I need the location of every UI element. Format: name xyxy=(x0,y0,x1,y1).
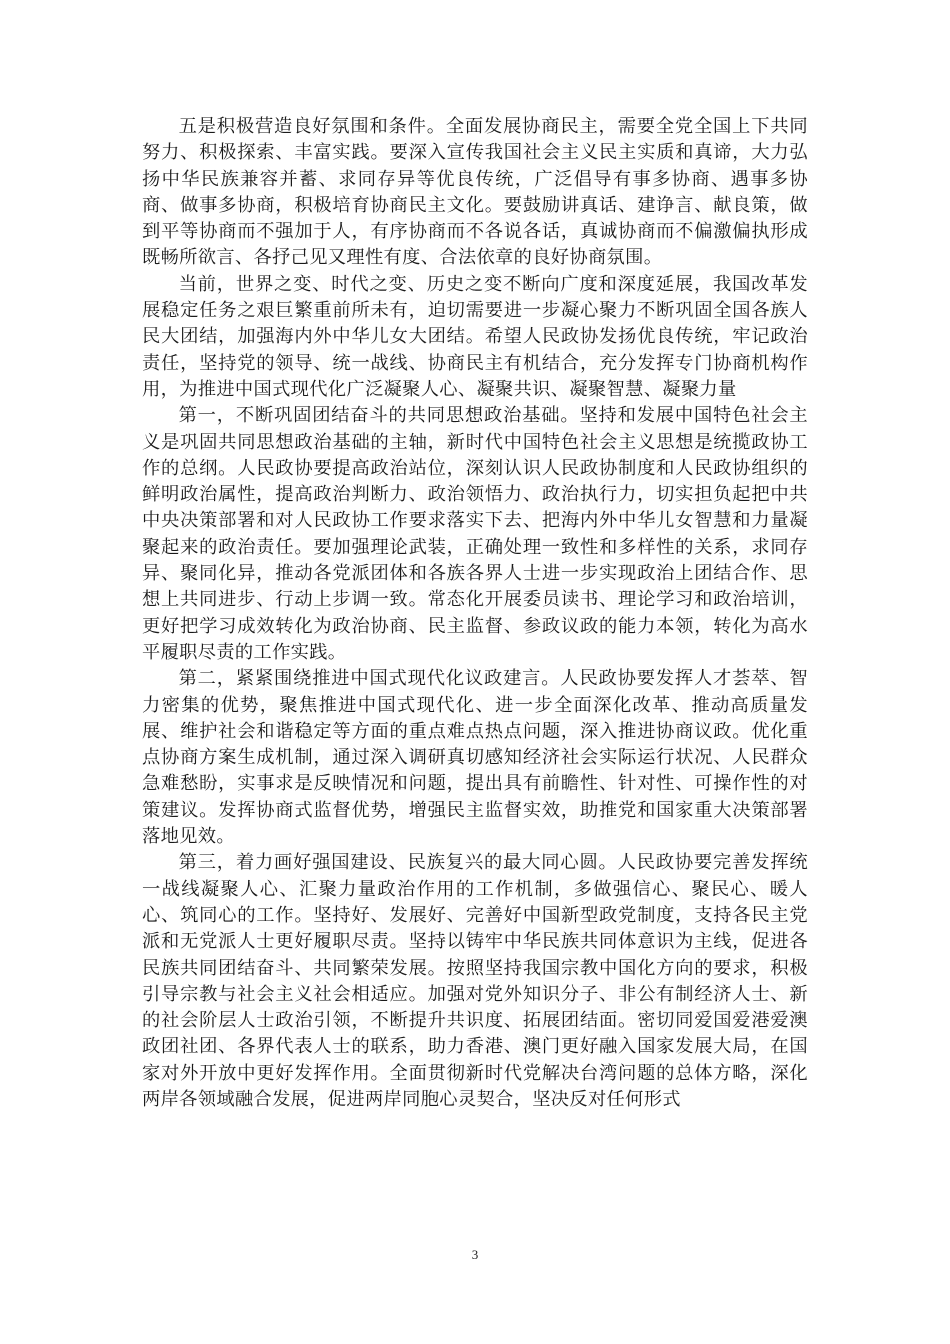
paragraph-current-situation: 当前，世界之变、时代之变、历史之变不断向广度和深度延展，我国改革发展稳定任务之艰巨繁重前所未有，迫切需要进一步凝心聚力不断巩固全国各族人民大团结，加强海内外中华儿女大团结。希望人民政协发扬优良传统，牢记政治责任，坚持党的领导、统一战线、协商民主有机结合，充分发挥专门协商机构作用，为推进中国式现代化广泛凝聚人心、凝聚共识、凝聚智慧、凝聚力量 xyxy=(142,273,808,400)
paragraph-third-point: 第三，着力画好强国建设、民族复兴的最大同心圆。人民政协要完善发挥统一战线凝聚人心、汇聚力量政治作用的工作机制，多做强信心、聚民心、暖人心、筑同心的工作。坚持好、发展好、完善好中国新型政党制度，支持各民主党派和无党派人士更好履职尽责。坚持以铸牢中华民族共同体意识为主线，促进各民族共同团结奋斗、共同繁荣发展。按照坚持我国宗教中国化方向的要求，积极引导宗教与社会主义社会相适应。加强对党外知识分子、非公有制经济人士、新的社会阶层人士政治引领，不断提升共识度、拓展团结面。密切同爱国爱港爱澳政团社团、各界代表人士的联系，助力香港、澳门更好融入国家发展大局，在国家对外开放中更好发挥作用。全面贯彻新时代党解决台湾问题的总体方略，深化两岸各领域融合发展，促进两岸同胞心灵契合，坚决反对任何形式 xyxy=(142,852,808,1110)
paragraph-first-point: 第一，不断巩固团结奋斗的共同思想政治基础。坚持和发展中国特色社会主义是巩固共同思想政治基础的主轴，新时代中国特色社会主义思想是统揽政协工作的总纲。人民政协要提高政治站位，深刻认识人民政协制度和人民政协组织的鲜明政治属性，提高政治判断力、政治领悟力、政治执行力，切实担负起把中共中央决策部署和对人民政协工作要求落实下去、把海内外中华儿女智慧和力量凝聚起来的政治责任。要加强理论武装，正确处理一致性和多样性的关系，求同存异、聚同化异，推动各党派团体和各族各界人士进一步实现政治上团结合作、思想上共同进步、行动上步调一致。常态化开展委员读书、理论学习和政治培训，更好把学习成效转化为政治协商、民主监督、参政议政的能力本领，转化为高水平履职尽责的工作实践。 xyxy=(142,405,808,663)
paragraph-atmosphere: 五是积极营造良好氛围和条件。全面发展协商民主，需要全党全国上下共同努力、积极探索、丰富实践。要深入宣传我国社会主义民主实质和真谛，大力弘扬中华民族兼容并蓄、求同存异等优良传统，广泛倡导有事多协商、遇事多协商、做事多协商，积极培育协商民主文化。要鼓励讲真话、建诤言、献良策，做到平等协商而不强加于人，有序协商而不各说各话，真诚协商而不偏激偏执形成既畅所欲言、各抒己见又理性有度、合法依章的良好协商氛围。 xyxy=(142,116,808,269)
document-body xyxy=(142,114,808,1113)
paragraph-second-point: 第二，紧紧围绕推进中国式现代化议政建言。人民政协要发挥人才荟萃、智力密集的优势，聚焦推进中国式现代化、进一步全面深化改革、推动高质量发展、维护社会和谐稳定等方面的重点难点热点问题，深入推进协商议政。优化重点协商方案生成机制，通过深入调研真切感知经济社会实际运行状况、人民群众急难愁盼，实事求是反映情况和问题，提出具有前瞻性、针对性、可操作性的对策建议。发挥协商式监督优势，增强民主监督实效，助推党和国家重大决策部署落地见效。 xyxy=(142,668,808,848)
page-number: 3 xyxy=(471,1247,479,1262)
